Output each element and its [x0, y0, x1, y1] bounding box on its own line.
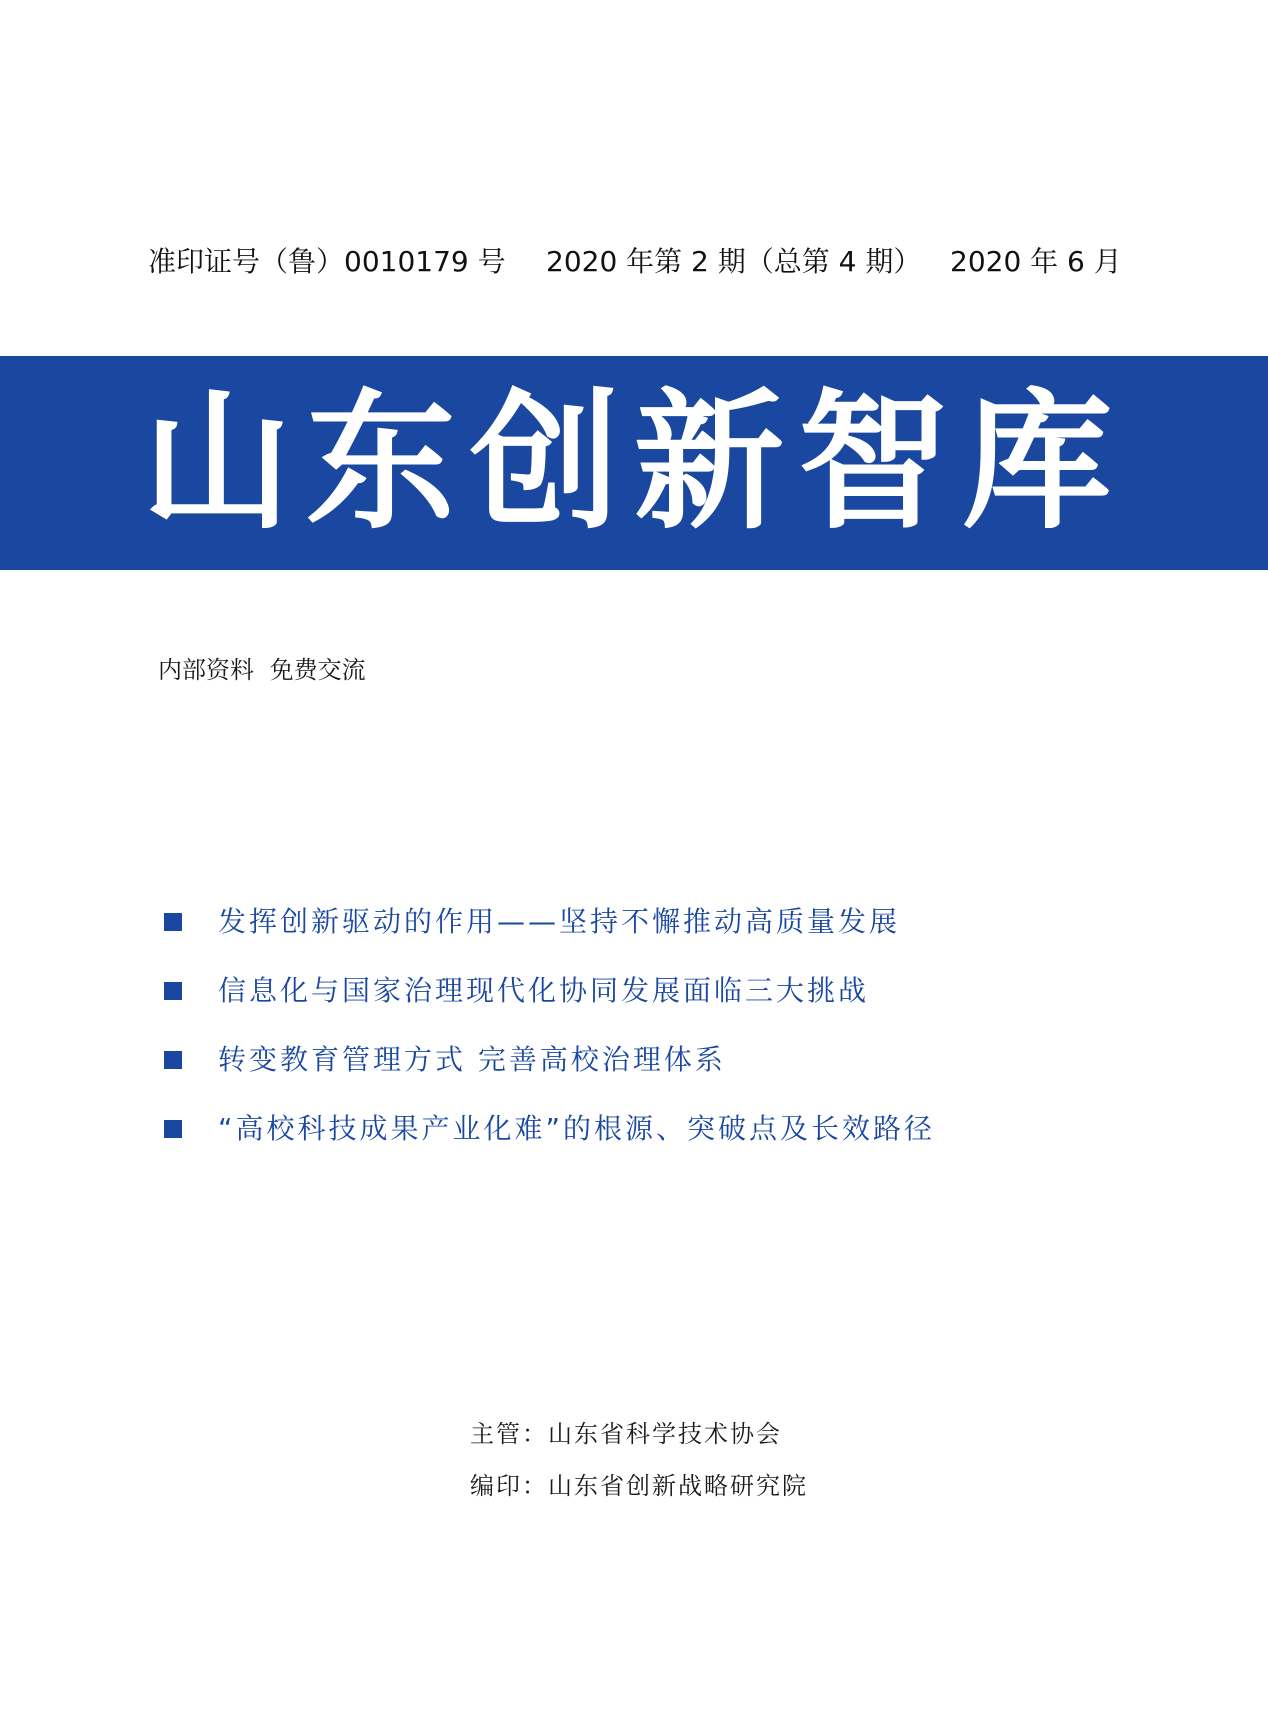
editor-line: 编印：山东省创新战略研究院 [470, 1472, 808, 1500]
masthead-info [0, 240, 1268, 280]
toc-item-title: 发挥创新驱动的作用——坚持不懈推动高质量发展 [218, 905, 901, 938]
publication-date: 2020 年 6 月 [950, 245, 1122, 278]
bullet-square-icon [164, 913, 182, 931]
toc-item [164, 1111, 1164, 1180]
distribution-notice: 内部资料 免费交流 [158, 656, 366, 684]
table-of-contents [164, 904, 1164, 1180]
toc-item [164, 1042, 1164, 1111]
publisher-info [470, 1414, 808, 1518]
permit-number: 准印证号（鲁）0010179 号 [148, 245, 506, 278]
issue-number: 2020 年第 2 期（总第 4 期） [546, 245, 922, 278]
toc-item-title: 信息化与国家治理现代化协同发展面临三大挑战 [218, 974, 870, 1007]
toc-item-title: “高校科技成果产业化难”的根源、突破点及长效路径 [218, 1112, 936, 1145]
bullet-square-icon [164, 1051, 182, 1069]
toc-item-title: 转变教育管理方式 完善高校治理体系 [218, 1043, 726, 1076]
journal-title: 山东创新智库 [141, 376, 1126, 550]
bullet-square-icon [164, 982, 182, 1000]
bullet-square-icon [164, 1120, 182, 1138]
toc-item [164, 904, 1164, 973]
toc-item [164, 973, 1164, 1042]
title-banner [0, 356, 1268, 570]
supervisor-line: 主管：山东省科学技术协会 [470, 1420, 782, 1448]
